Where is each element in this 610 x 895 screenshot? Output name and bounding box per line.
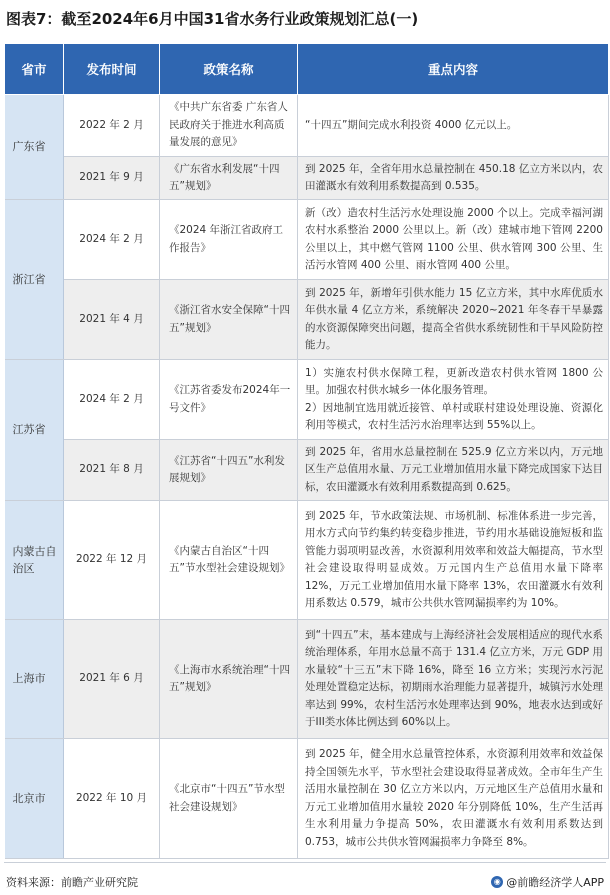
province-cell: 浙江省 [5,200,64,360]
brand-credit [491,874,604,890]
content-cell: 到 2025 年，新增年引供水能力 15 亿立方米，其中水库优质水年供水量 4 亿立方米，系统解决 2020~2021 年冬春干旱暴露的水资源保障突出问题，提高全省供水系统韧性和干旱风险防控能力。 [298,280,609,360]
table-row [5,280,609,360]
header-date: 发布时间 [64,44,160,95]
policy-table [4,43,609,859]
brand-label: @前瞻经济学人APP [506,876,604,889]
table-header-row [5,44,609,95]
province-cell: 北京市 [5,739,64,859]
table-row [5,95,609,157]
qianzhan-logo-icon: ◉ [491,876,503,888]
page-title: 图表7：截至2024年6月中国31省水务行业政策规划汇总(一) [6,10,419,28]
date-cell: 2024 年 2 月 [64,200,160,280]
date-cell: 2021 年 4 月 [64,280,160,360]
table-row [5,620,609,739]
province-cell: 江苏省 [5,360,64,501]
province-cell: 上海市 [5,620,64,739]
policy-cell: 《内蒙古自治区“十四五”节水型社会建设规划》 [160,501,298,620]
content-cell: 到 2025 年，节水政策法规、市场机制、标准体系进一步完善，用水方式向节约集约转变稳步推进，节约用水基础设施短板和监管能力弱项明显改善，水资源利用效率和效益大幅提高，节水型社会建设取得明显成效。万元国内生产总值用水量下降率 12%，万元工业增加值用水量下降率 13%，农田灌溉水有效利用系数达 0.579，城市公共供水管网漏损率约为 10%。 [298,501,609,620]
policy-cell: 《上海市水系统治理“十四五”规划》 [160,620,298,739]
content-cell: 到 2025 年，省用水总量控制在 525.9 亿立方米以内，万元地区生产总值用水量、万元工业增加值用水量下降完成国家下达目标，农田灌溉水有效利用系数提高到 0.625。 [298,440,609,501]
policy-cell: 《江苏省委发布2024年一号文件》 [160,360,298,440]
content-cell: 1）实施农村供水保障工程，更新改造农村供水管网 1800 公里。加强农村供水城乡一体化服务管理。 2）因地制宜选用就近接管、单村或联村建设处理设施、资源化利用等模式，农村生活污水治理率达到 55%以上。 [298,360,609,440]
date-cell: 2022 年 12 月 [64,501,160,620]
date-cell: 2024 年 2 月 [64,360,160,440]
date-cell: 2021 年 9 月 [64,157,160,200]
policy-cell: 《2024 年浙江省政府工作报告》 [160,200,298,280]
province-cell: 广东省 [5,95,64,200]
date-cell: 2022 年 2 月 [64,95,160,157]
policy-cell: 《江苏省“十四五”水利发展规划》 [160,440,298,501]
content-cell: 到“十四五”末，基本建成与上海经济社会发展相适应的现代水系统治理体系，年用水总量不高于 131.4 亿立方米，万元 GDP 用水量较“十三五”末下降 16%，降至 16 立方米；实现污水污泥处理处置稳定达标，初期雨水治理能力显著提升，城镇污水处理率达到 99%，农村生活污水处理率达到 90%，地表水达到或好于III类水体比例达到 60%以上。 [298,620,609,739]
content-cell: “十四五”期间完成水利投资 4000 亿元以上。 [298,95,609,157]
content-cell: 新（改）造农村生活污水处理设施 2000 个以上。完成幸福河湖农村水系整治 2000 公里以上。新（改）建城市地下管网 2200 公里以上，其中燃气管网 1100 公里、供水管网 300 公里、生活污水管网 400 公里、雨水管网 400 公里。 [298,200,609,280]
policy-cell: 《浙江省水安全保障“十四五”规划》 [160,280,298,360]
policy-cell: 《广东省水利发展“十四五”规划》 [160,157,298,200]
table-row [5,360,609,440]
date-cell: 2021 年 8 月 [64,440,160,501]
header-content: 重点内容 [298,44,609,95]
policy-cell: 《北京市“十四五”节水型社会建设规划》 [160,739,298,859]
date-cell: 2022 年 10 月 [64,739,160,859]
footer [0,868,610,895]
date-cell: 2021 年 6 月 [64,620,160,739]
header-province: 省市 [5,44,64,95]
province-cell: 内蒙古自治区 [5,501,64,620]
table-row [5,200,609,280]
table-row [5,157,609,200]
header-policy: 政策名称 [160,44,298,95]
source-note: 资料来源：前瞻产业研究院 [6,876,138,889]
table-row [5,739,609,859]
policy-cell: 《中共广东省委 广东省人民政府关于推进水利高质量发展的意见》 [160,95,298,157]
content-cell: 到 2025 年，全省年用水总量控制在 450.18 亿立方米以内，农田灌溉水有效利用系数提高到 0.535。 [298,157,609,200]
table-row [5,501,609,620]
content-cell: 到 2025 年，健全用水总量管控体系，水资源利用效率和效益保持全国领先水平，节水型社会建设取得显著成效。全市年生产生活用水量控制在 30 亿立方米以内，万元地区生产总值用水量和万元工业增加值用水量较 2020 年分别降低 10%，生产生活再生水利用量力争提高 50%，农田灌溉水有效利用系数达到 0.753，城市公共供水管网漏损率力争降至 8%。 [298,739,609,859]
table-row [5,440,609,501]
footer-divider [4,862,606,863]
